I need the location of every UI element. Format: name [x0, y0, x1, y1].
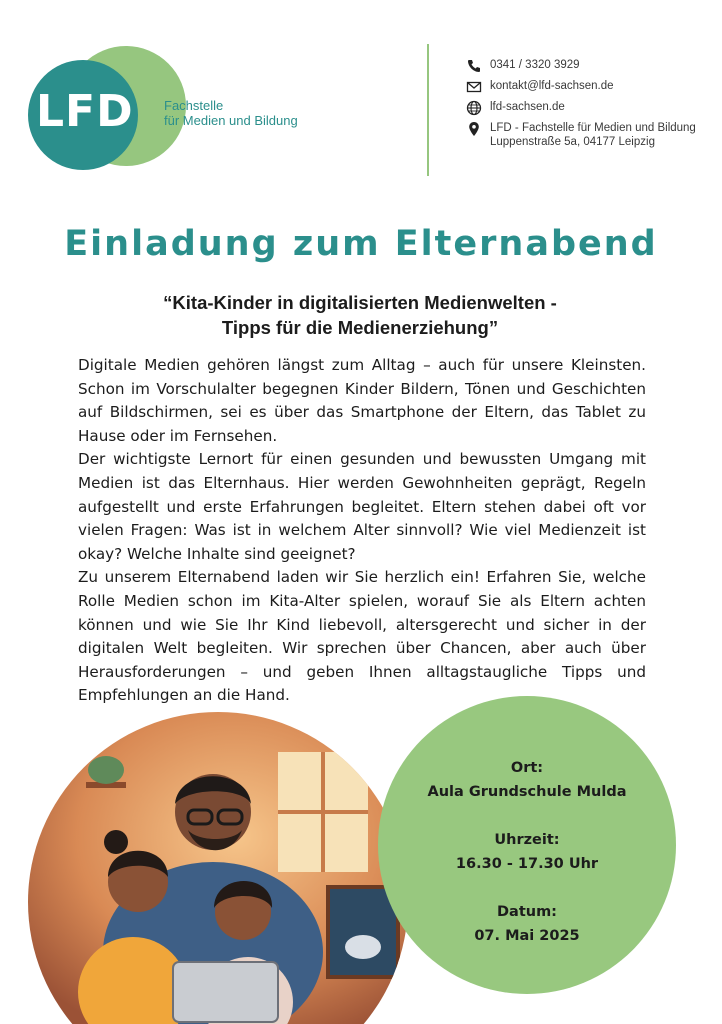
- globe-icon: [466, 100, 482, 116]
- contact-address: [466, 121, 716, 149]
- event-details: [378, 756, 676, 972]
- place-block: [378, 756, 676, 804]
- date-block: [378, 900, 676, 948]
- paragraph-intro: Digitale Medien gehören längst zum Alltag – auch für unsere Kleinsten. Schon im Vorschulalter begegnen Kinder Bildern, Tönen und Geschichten auf Bildschirmen, sei es über das Smartphone der Eltern, das Tablet zu Hause oder im Fernsehen.: [78, 356, 646, 445]
- page-title: Einladung zum Elternabend: [64, 224, 658, 264]
- place-label: Ort:: [510, 760, 544, 776]
- logo-line-2: für Medien und Bildung: [164, 113, 298, 128]
- subtitle-line-2: Tipps für die Medienerziehung”: [221, 317, 499, 338]
- address-line-1: LFD - Fachstelle für Medien und Bildung: [490, 122, 696, 134]
- website-link[interactable]: lfd-sachsen.de: [490, 101, 565, 113]
- date-value: 07. Mai 2025: [474, 928, 580, 944]
- contact-info: [466, 58, 716, 156]
- time-label: Uhrzeit:: [494, 832, 560, 848]
- invitation-text: [78, 354, 646, 708]
- paragraph-parents: Der wichtigste Lernort für einen gesunden und bewussten Umgang mit Medien ist das Elternhaus. Hier werden Gewohnheiten geprägt, Regeln aufgestellt und erste Erfahrungen begleitet. Eltern stehen dabei oft vor vielen Fragen: Was ist in welchem Alter sinnvoll? Wie viel Medienzeit ist okay? Welche Inhalte sind geeignet?: [78, 450, 646, 563]
- logo-line-1: Fachstelle: [164, 98, 224, 113]
- illustration-image: [28, 712, 406, 1024]
- mail-icon: [466, 79, 482, 95]
- family-tablet-illustration: [28, 712, 406, 1024]
- time-block: [378, 828, 676, 876]
- lfd-logo: [28, 46, 308, 176]
- date-label: Datum:: [497, 904, 557, 920]
- location-pin-icon: [466, 121, 482, 137]
- logo-letters: LFD: [36, 86, 134, 137]
- header-divider: [427, 44, 429, 176]
- subtitle-line-1: “Kita-Kinder in digitalisierten Medienwelten -: [163, 292, 557, 313]
- contact-web: [466, 100, 716, 114]
- place-value: Aula Grundschule Mulda: [427, 784, 627, 800]
- time-value: 16.30 - 17.30 Uhr: [455, 856, 599, 872]
- phone-number[interactable]: 0341 / 3320 3929: [490, 59, 580, 71]
- phone-icon: [466, 58, 482, 74]
- contact-email: [466, 79, 716, 93]
- paragraph-invitation: Zu unserem Elternabend laden wir Sie herzlich ein! Erfahren Sie, welche Rolle Medien schon im Kita-Alter spielen, worauf Sie als Eltern achten können und wie Sie Ihr Kind liebevoll, altersgerecht und sicher in der digitalen Welt begleiten. Wir sprechen über Chancen, aber auch über Herausforderungen – und geben Ihnen alltagstaugliche Tipps und Empfehlungen an die Hand.: [78, 568, 646, 705]
- event-subtitle: [60, 290, 660, 340]
- logo-subtitle: [164, 98, 298, 128]
- address-line-2: Luppenstraße 5a, 04177 Leipzig: [490, 136, 655, 148]
- contact-phone: [466, 58, 716, 72]
- email-address[interactable]: kontakt@lfd-sachsen.de: [490, 80, 614, 92]
